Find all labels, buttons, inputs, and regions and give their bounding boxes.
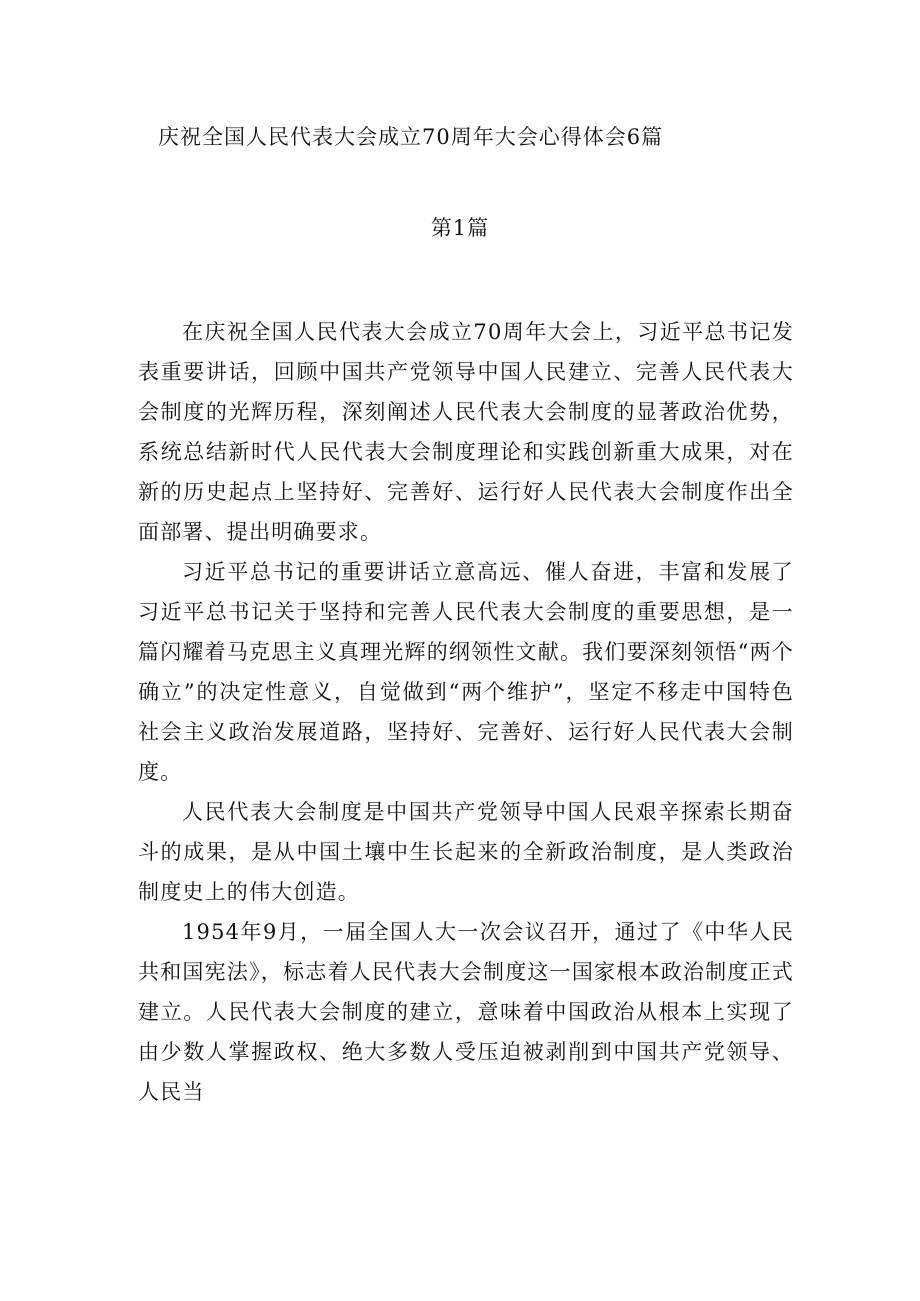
- paragraph: 1954年9月，一届全国人大一次会议召开，通过了《中华人民共和国宪法》，标志着人民代表大会制度这一国家根本政治制度正式建立。人民代表大会制度的建立，意味着中国政治从根本上实现了由少数人掌握政权、绝大多数人受压迫被剥削到中国共产党领导、人民当: [138, 920, 794, 1104]
- section-heading: 第1篇: [430, 216, 490, 240]
- paragraph: 人民代表大会制度是中国共产党领导中国人民艰辛探索长期奋斗的成果，是从中国土壤中生长起来的全新政治制度，是人类政治制度史上的伟大创造。: [138, 800, 794, 904]
- paragraph: 习近平总书记的重要讲话立意高远、催人奋进，丰富和发展了习近平总书记关于坚持和完善人民代表大会制度的重要思想，是一篇闪耀着马克思主义真理光辉的纲领性文献。我们要深刻领悟“两个确立”的决定性意义，自觉做到“两个维护”，坚定不移走中国特色社会主义政治发展道路，坚持好、完善好、运行好人民代表大会制度。: [138, 560, 794, 784]
- document-title: 庆祝全国人民代表大会成立70周年大会心得体会6篇: [158, 125, 664, 149]
- paragraph: 在庆祝全国人民代表大会成立70周年大会上，习近平总书记发表重要讲话，回顾中国共产党领导中国人民建立、完善人民代表大会制度的光辉历程，深刻阐述人民代表大会制度的显著政治优势，系统总结新时代人民代表大会制度理论和实践创新重大成果，对在新的历史起点上坚持好、完善好、运行好人民代表大会制度作出全面部署、提出明确要求。: [138, 320, 794, 544]
- document-body: [138, 312, 794, 1112]
